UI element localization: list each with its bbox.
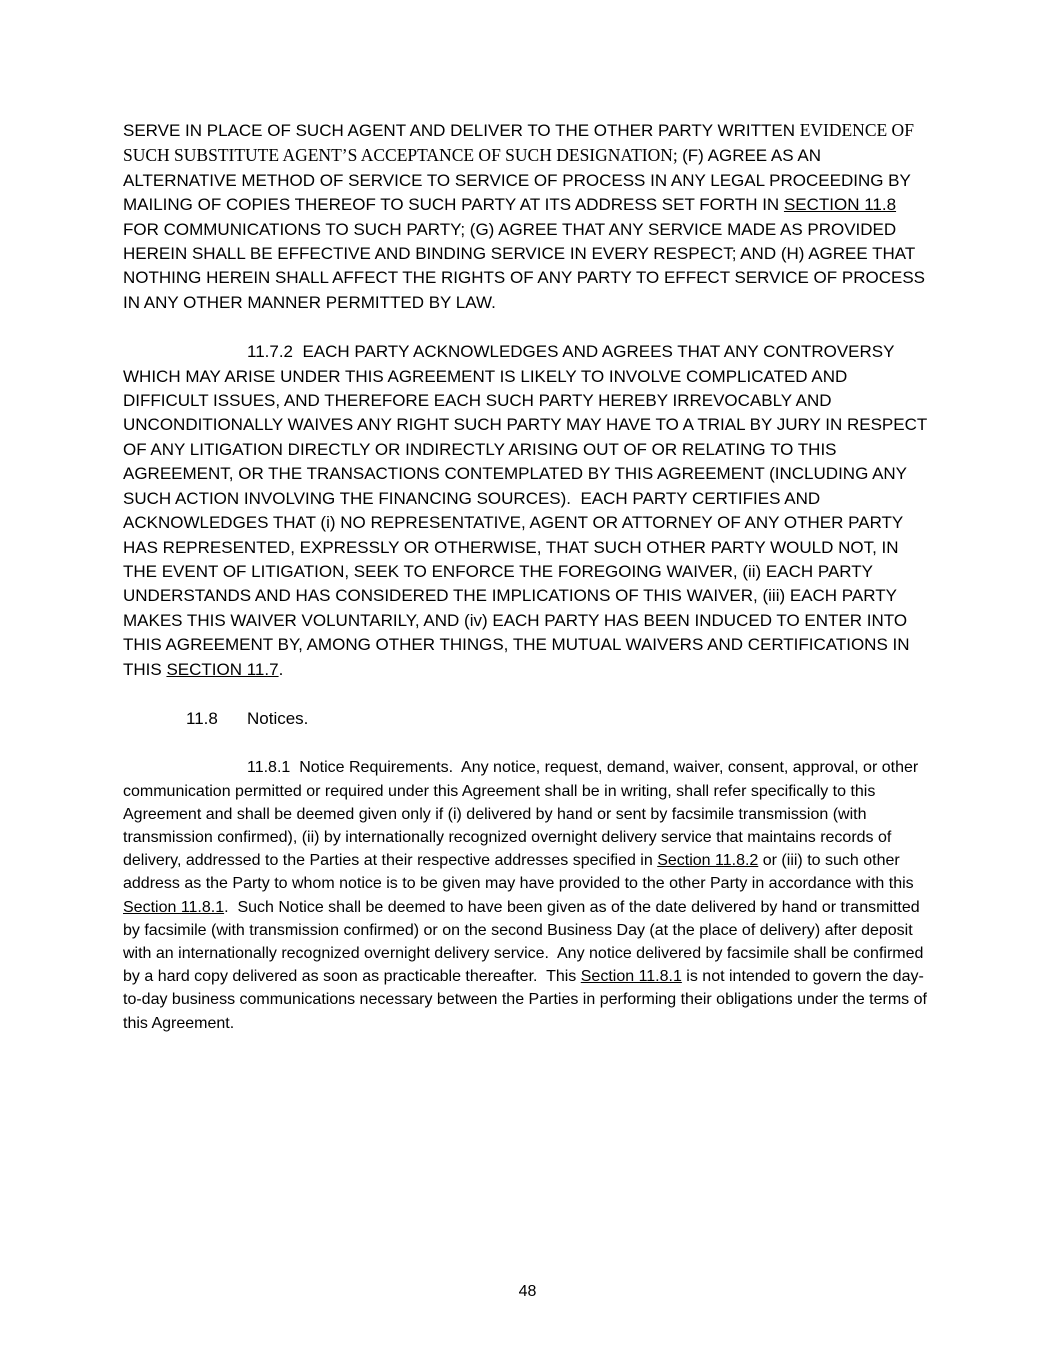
- text-run: .: [278, 659, 284, 679]
- text-run: 11.7.2 EACH PARTY ACKNOWLEDGES AND AGREES THAT ANY CONTROVERSY WHICH MAY ARISE UNDER THIS AGREEMENT IS LIKELY TO INVOLVE COMPLICATED AND DIFFICULT ISSUES, AND THEREFORE EACH SUCH PARTY HEREBY IRREVOCABLY AND UNCONDITIONALLY WAIVES ANY RIGHT SUCH PARTY MAY HAVE TO A TRIAL BY JURY IN RESPECT OF ANY LITIGATION DIRECTLY OR INDIRECTLY ARISING OUT OF OR RELATING TO THIS AGREEMENT, OR THE TRANSACTIONS CONTEMPLATED BY THIS AGREEMENT (INCLUDING ANY SUCH ACTION INVOLVING THE FINANCING SOURCES). EACH PARTY CERTIFIES AND ACKNOWLEDGES THAT (i) NO REPRESENTATIVE, AGENT OR ATTORNEY OF ANY OTHER PARTY HAS REPRESENTED, EXPRESSLY OR OTHERWISE, THAT SUCH OTHER PARTY WOULD NOT, IN THE EVENT OF LITIGATION, SEEK TO ENFORCE THE FOREGOING WAIVER, (ii) EACH PARTY UNDERSTANDS AND HAS CONSIDERED THE IMPLICATIONS OF THIS WAIVER, (iii) EACH PARTY MAKES THIS WAIVER VOLUNTARILY, AND (iv) EACH PARTY HAS BEEN INDUCED TO ENTER INTO THIS AGREEMENT BY, AMONG OTHER THINGS, THE MUTUAL WAIVERS AND CERTIFICATIONS IN THIS: [123, 342, 927, 679]
- paragraph-service-of-process: [123, 118, 933, 315]
- document-content: [123, 118, 933, 1060]
- text-run: FOR COMMUNICATIONS TO SUCH PARTY; (G) AGREE THAT ANY SERVICE MADE AS PROVIDED HEREIN SHALL BE EFFECTIVE AND BINDING SERVICE IN EVERY RESPECT; AND (H) AGREE THAT NOTHING HEREIN SHALL AFFECT THE RIGHTS OF ANY PARTY TO EFFECT SERVICE OF PROCESS IN ANY OTHER MANNER PERMITTED BY LAW.: [123, 219, 926, 312]
- section-ref-11-8-1: Section 11.8.1: [580, 968, 682, 986]
- text-run: is not intended to govern the day-to-day business communications necessary between the Parties in performing their obligations under the terms of this Agreement.: [123, 968, 927, 1032]
- section-ref-11-7: SECTION 11.7: [166, 659, 279, 679]
- page-number: 48: [518, 1283, 537, 1300]
- text-run: 11.8.1 Notice Requirements. Any notice, request, demand, waiver, consent, approval, or other communication permitted or required under this Agreement shall be in writing, shall refer specifically to this Agreement and shall be deemed given only if (i) delivered by hand or sent by facsimile transmission (with transmission confirmed), (ii) by internationally recognized overnight delivery service that maintains records of delivery, addressed to the Parties at their respective addresses specified in: [123, 759, 919, 870]
- paragraph-notice-requirements: [123, 756, 933, 1034]
- section-ref-11-8-2: Section 11.8.2: [657, 852, 759, 870]
- text-run-serif: EVIDENCE OF SUCH SUBSTITUTE AGENT’S ACCEPTANCE OF SUCH DESIGNATION;: [123, 120, 914, 166]
- heading-notices: [123, 707, 933, 731]
- text-run: . Such Notice shall be deemed to have been given as of the date delivered by hand or transmitted by facsimile (with transmission confirmed) or on the second Business Day (at the place of delivery) after deposit with an internationally recognized overnight delivery service. Any notice delivered by facsimile shall be confirmed by a hard copy delivered as soon as practicable thereafter. This: [123, 898, 924, 986]
- paragraph-jury-waiver: [123, 340, 933, 682]
- section-number: 11.8: [186, 708, 218, 728]
- section-ref-11-8-1: Section 11.8.1: [123, 898, 225, 916]
- text-run: (F) AGREE AS AN ALTERNATIVE METHOD OF SERVICE TO SERVICE OF PROCESS IN ANY LEGAL PROCEEDING BY MAILING OF COPIES THEREOF TO SUCH PARTY AT ITS ADDRESS SET FORTH IN: [123, 146, 911, 215]
- section-title: Notices.: [247, 708, 309, 728]
- text-run: or (iii) to such other address as the Party to whom notice is to be given may have provided to the other Party in accordance with this: [123, 852, 914, 893]
- section-ref-11-8: SECTION 11.8: [783, 195, 897, 215]
- text-run: SERVE IN PLACE OF SUCH AGENT AND DELIVER TO THE OTHER PARTY WRITTEN: [123, 121, 800, 140]
